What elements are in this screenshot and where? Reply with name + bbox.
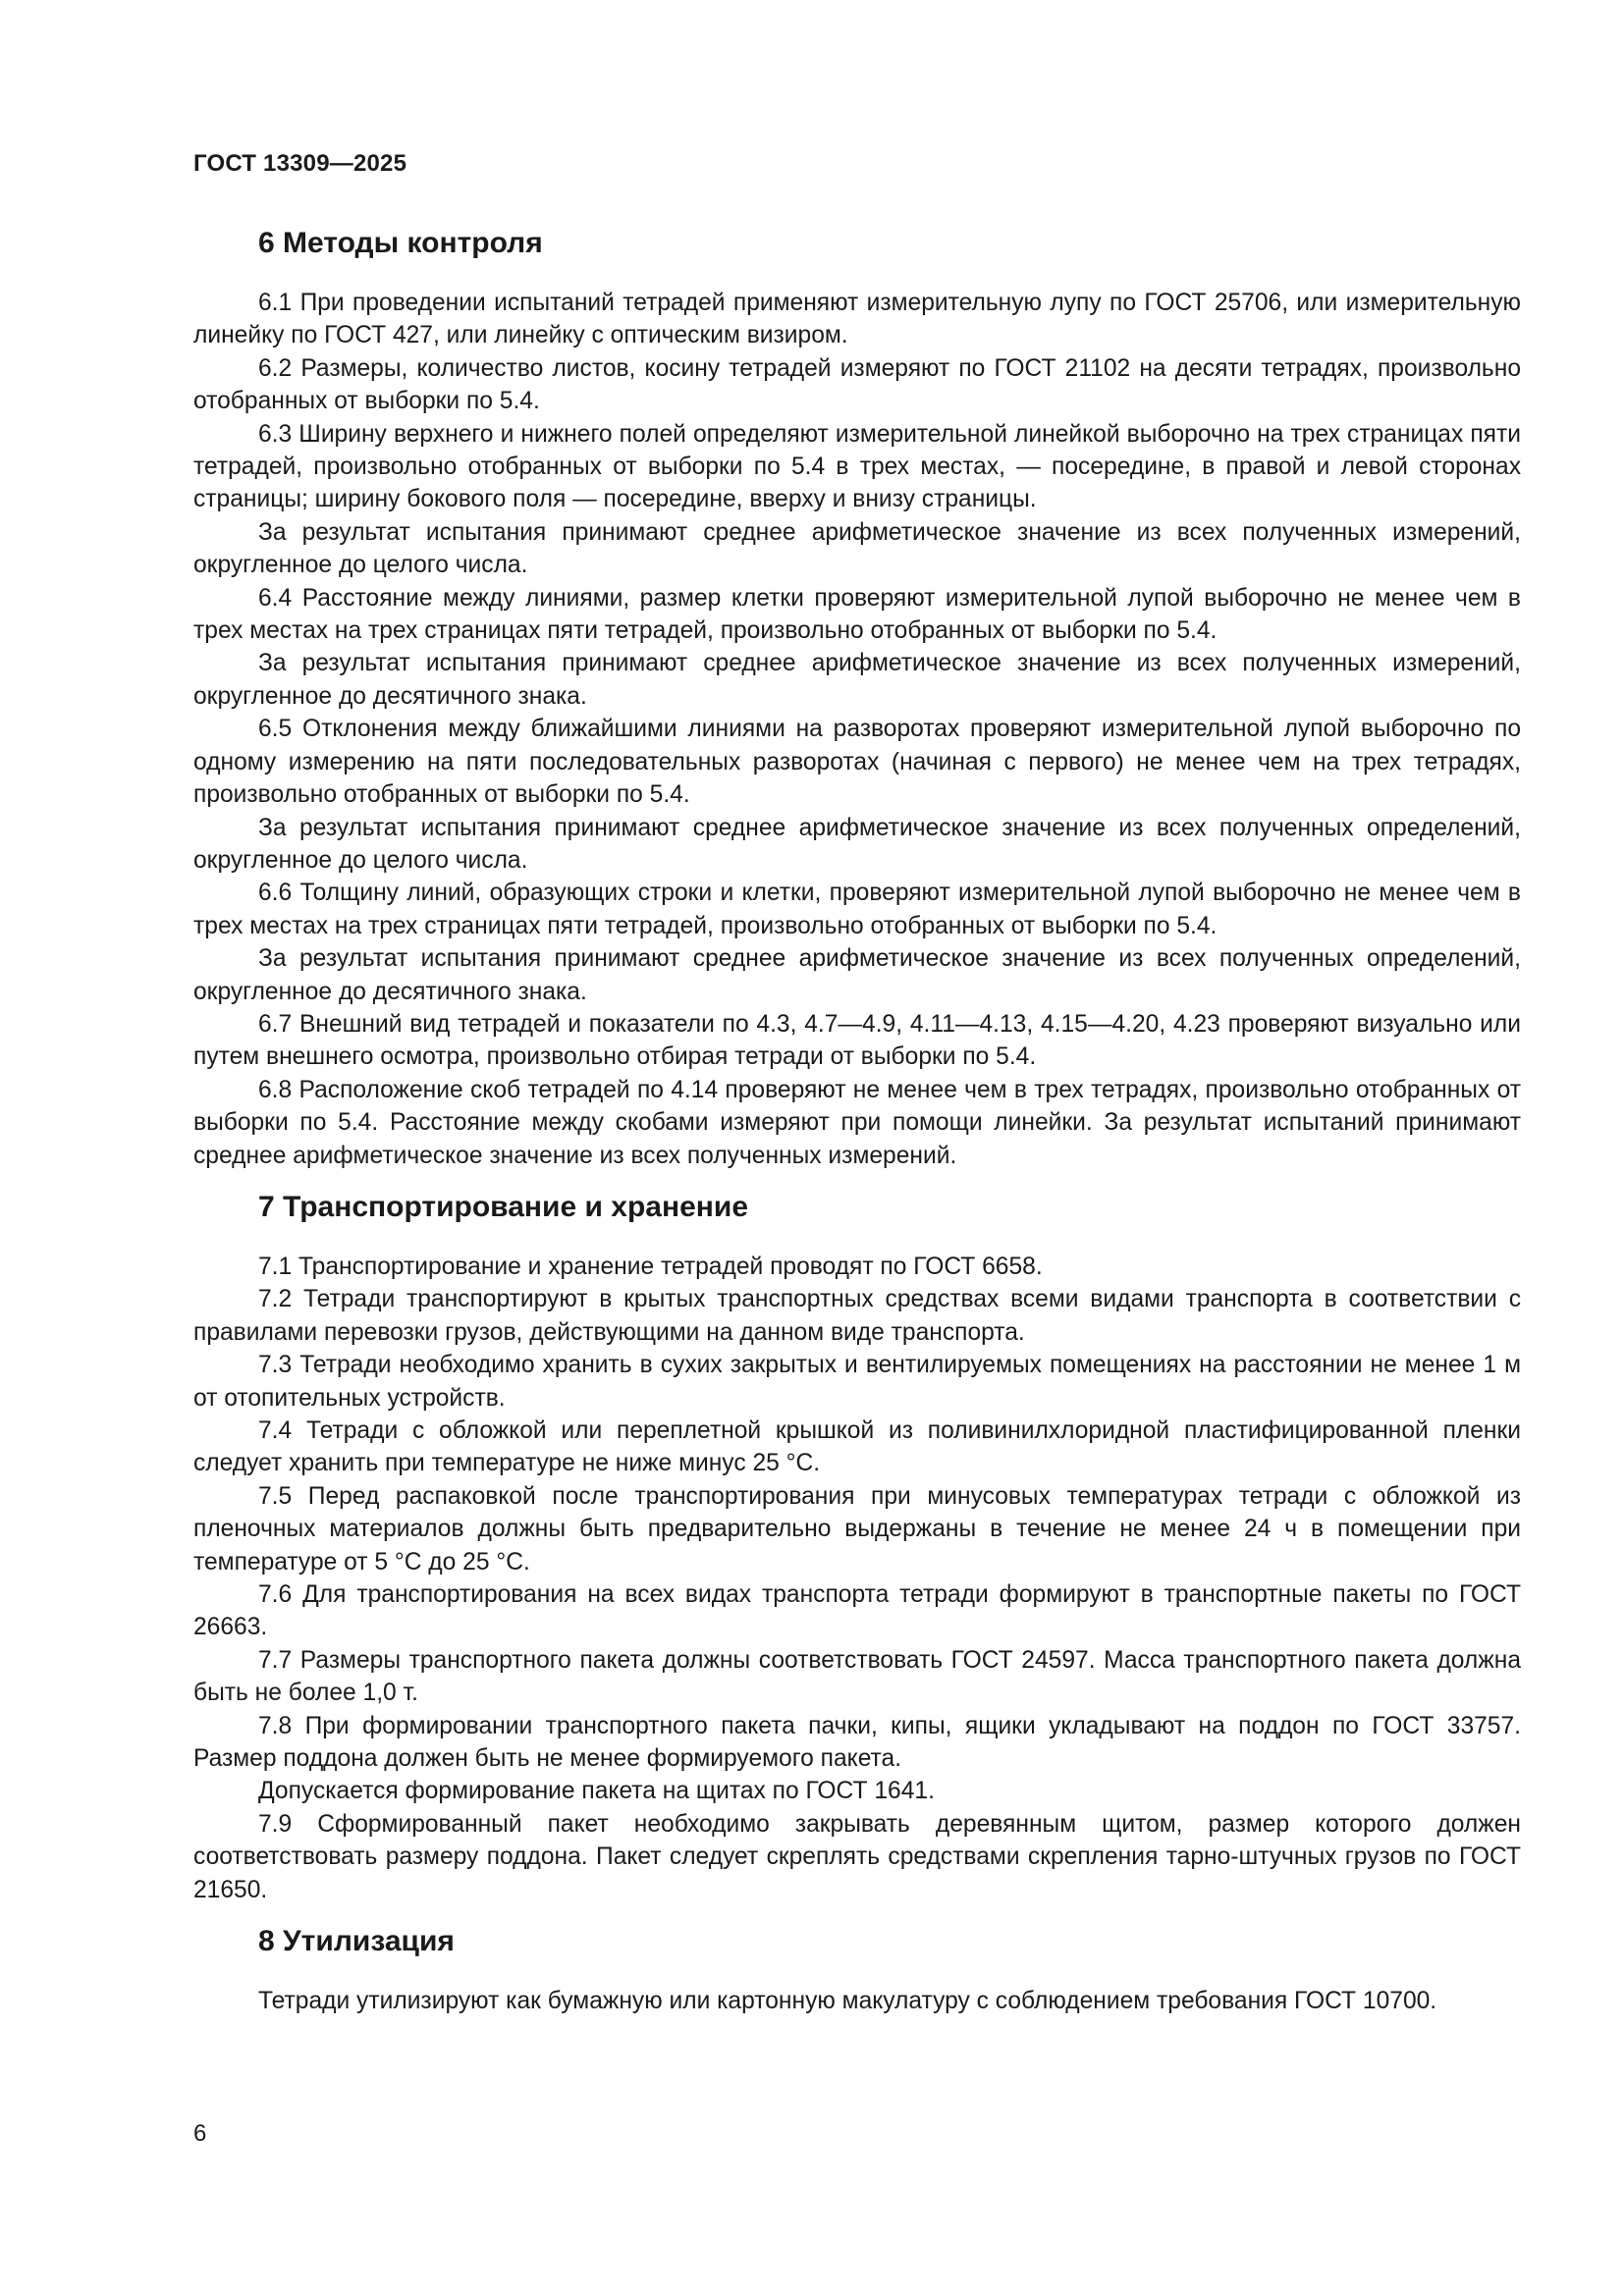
paragraph-6-4-result: За результат испытания принимают среднее арифметическое значение из всех полученных измерений, округленное до десятичного знака. — [193, 650, 1521, 710]
paragraph-7-4: 7.4 Тетради с обложкой или переплетной крышкой из поливинилхлоридной пластифицированной пленки следует хранить при температуре не ниже минус 25 °С. — [193, 1417, 1521, 1477]
section-6-title: 6 Методы контроля — [258, 227, 543, 259]
paragraph-7-1: 7.1 Транспортирование и хранение тетрадей проводят по ГОСТ 6658. — [258, 1253, 1043, 1280]
paragraph-6-3: 6.3 Ширину верхнего и нижнего полей определяют измерительной линейкой выборочно на трех страницах пяти тетрадей, произвольно отобранных от выборки по 5.4 в трех местах, — посередине, в правой и левой сторонах страницы; ширину бокового поля — посередине, вверху и внизу страницы. — [193, 420, 1521, 513]
paragraph-7-7: 7.7 Размеры транспортного пакета должны соответствовать ГОСТ 24597. Масса транспортного пакета должна быть не более 1,0 т. — [193, 1646, 1521, 1707]
section-8-title: 8 Утилизация — [258, 1925, 455, 1958]
section-7-title: 7 Транспортирование и хранение — [258, 1190, 749, 1223]
page-number: 6 — [193, 2120, 207, 2147]
paragraph-7-6: 7.6 Для транспортирования на всех видах транспорта тетради формируют в транспортные пакеты по ГОСТ 26663. — [193, 1581, 1521, 1641]
paragraph-7-3: 7.3 Тетради необходимо хранить в сухих закрытых и вентилируемых помещениях на расстоянии не менее 1 м от отопительных устройств. — [193, 1352, 1521, 1412]
document-code-header: ГОСТ 13309—2025 — [193, 150, 407, 177]
paragraph-6-7: 6.7 Внешний вид тетрадей и показатели по 4.3, 4.7—4.9, 4.11—4.13, 4.15—4.20, 4.23 проверяют визуально или путем внешнего осмотра, произвольно отбирая тетради от выборки по 5.4. — [193, 1010, 1521, 1071]
paragraph-6-4: 6.4 Расстояние между линиями, размер клетки проверяют измерительной лупой выборочно не менее чем в трех местах на трех страницах пяти тетрадей, произвольно отобранных от выборки по 5.4. — [193, 584, 1521, 645]
paragraph-7-8: 7.8 При формировании транспортного пакета пачки, кипы, ящики укладывают на поддон по ГОСТ 33757. Размер поддона должен быть не менее формируемого пакета. — [193, 1712, 1521, 1773]
paragraph-6-6-result: За результат испытания принимают среднее арифметическое значение из всех полученных определений, округленное до десятичного знака. — [193, 945, 1521, 1005]
paragraph-8-text: Тетради утилизируют как бумажную или картонную макулатуру с соблюдением требования ГОСТ 10700. — [258, 1988, 1437, 2015]
section-7 — [193, 1186, 1521, 1906]
paragraph-7-2: 7.2 Тетради транспортируют в крытых транспортных средствах всеми видами транспорта в соответствии с правилами перевозки грузов, действующими на данном виде транспорта. — [193, 1286, 1521, 1346]
paragraph-6-5-result: За результат испытания принимают среднее арифметическое значение из всех полученных определений, округленное до целого числа. — [193, 814, 1521, 874]
section-6 — [193, 222, 1521, 1172]
section-8 — [193, 1920, 1521, 2017]
paragraph-6-8: 6.8 Расположение скоб тетрадей по 4.14 проверяют не менее чем в трех тетрадях, произвольно отобранных от выборки по 5.4. Расстояние между скобами измеряют при помощи линейки. За результат испытаний принимают среднее арифметическое значение из всех полученных измерений. — [193, 1076, 1521, 1169]
paragraph-6-5: 6.5 Отклонения между ближайшими линиями на разворотах проверяют измерительной лупой выборочно по одному измерению на пяти последовательных разворотах (начиная с первого) не менее чем на трех тетрадях, произвольно отобранных от выборки по 5.4. — [193, 716, 1521, 809]
paragraph-7-5: 7.5 Перед распаковкой после транспортирования при минусовых температурах тетради с обложкой из пленочных материалов должны быть предварительно выдержаны в течение не менее 24 ч в помещении при температуре от 5 °С до 25 °С. — [193, 1482, 1521, 1575]
paragraph-6-3-result: За результат испытания принимают среднее арифметическое значение из всех полученных измерений, округленное до целого числа. — [193, 518, 1521, 579]
paragraph-7-8-note: Допускается формирование пакета на щитах по ГОСТ 1641. — [258, 1778, 935, 1805]
paragraph-7-9: 7.9 Сформированный пакет необходимо закрывать деревянным щитом, размер которого должен соответствовать размеру поддона. Пакет следует скреплять средствами скрепления тарно-штучных грузов по ГОСТ 21650. — [193, 1810, 1521, 1903]
paragraph-6-2: 6.2 Размеры, количество листов, косину тетрадей измеряют по ГОСТ 21102 на десяти тетрадях, произвольно отобранных от выборки по 5.4. — [193, 354, 1521, 415]
page-content — [193, 222, 1521, 2018]
paragraph-6-1: 6.1 При проведении испытаний тетрадей применяют измерительную лупу по ГОСТ 25706, или измерительную линейку по ГОСТ 427, или линейку с оптическим визиром. — [193, 290, 1521, 349]
paragraph-6-6: 6.6 Толщину линий, образующих строки и клетки, проверяют измерительной лупой выборочно не менее чем в трех местах на трех страницах пяти тетрадей, произвольно отобранных от выборки по 5.4. — [193, 880, 1521, 939]
